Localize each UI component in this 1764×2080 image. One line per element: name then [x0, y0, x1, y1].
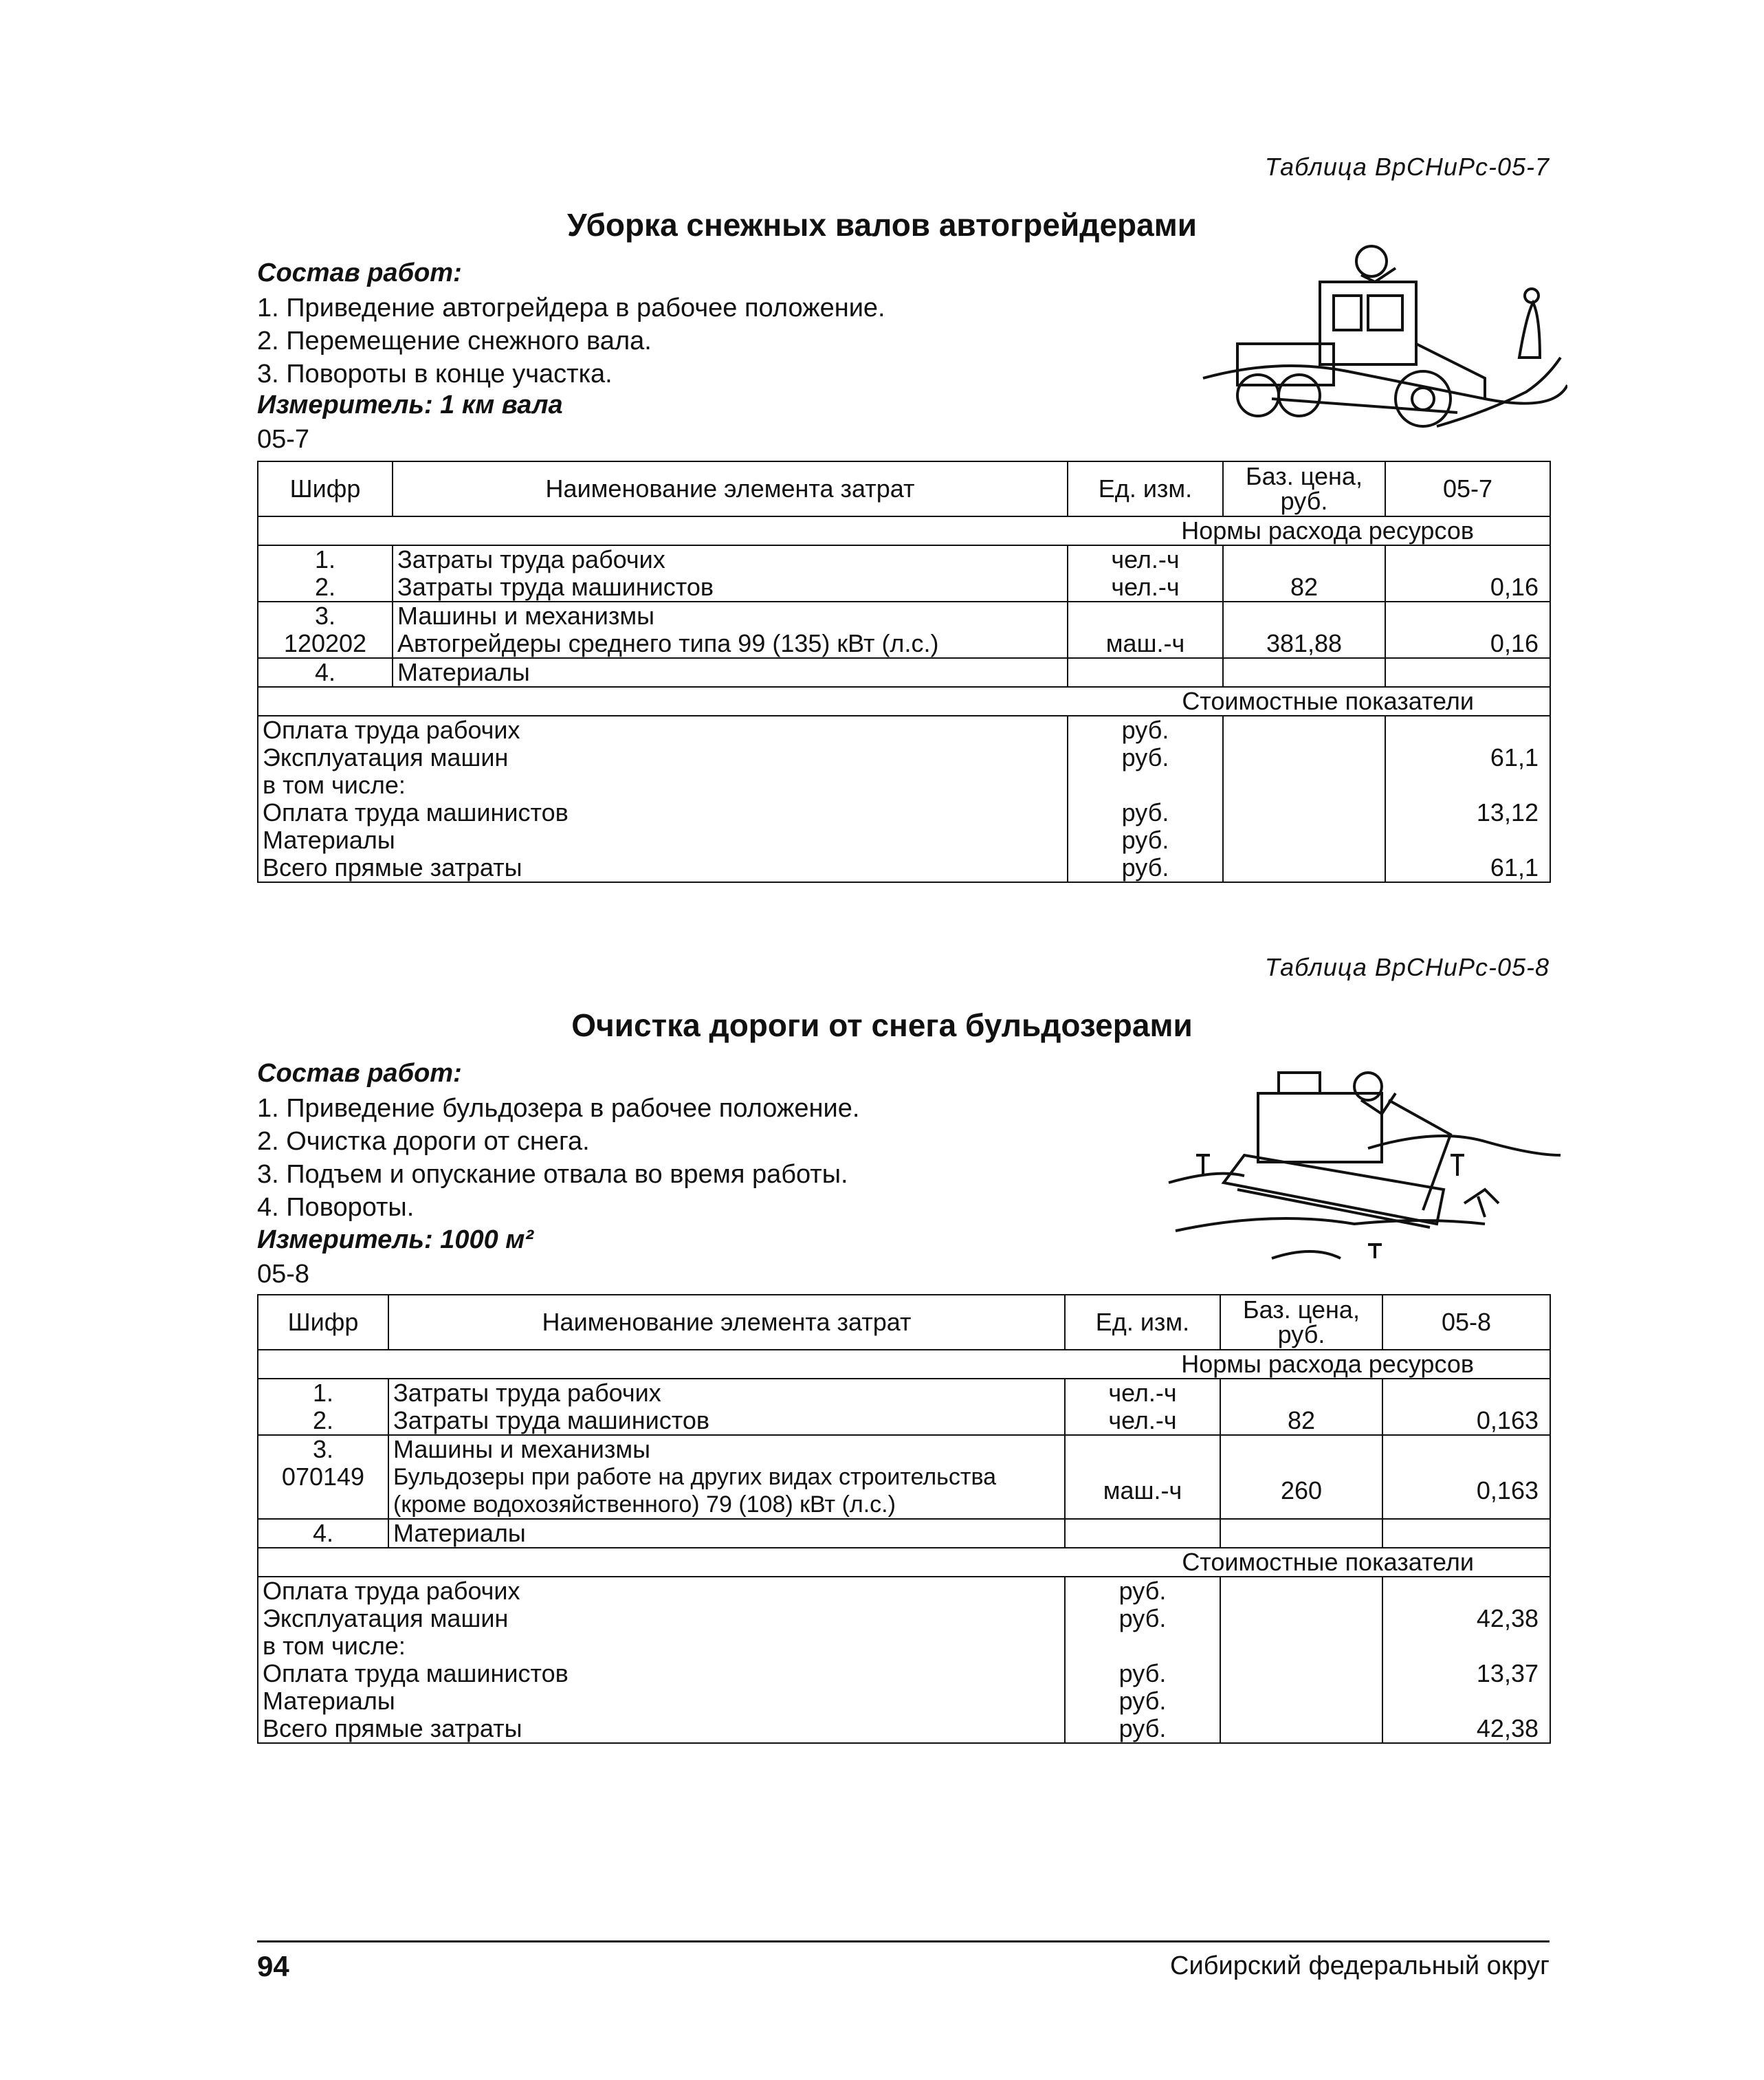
cost-value	[1385, 826, 1550, 854]
table-label: Таблица ВрСНиРс-05-8	[1264, 953, 1550, 981]
norms-table	[257, 461, 1551, 883]
work-item: 2. Очистка дороги от снега.	[257, 1127, 590, 1156]
row-cipher: 3.	[258, 1435, 388, 1463]
cost-row	[258, 1577, 1550, 1605]
row-price: 381,88	[1223, 630, 1385, 658]
cost-row	[258, 744, 1550, 771]
row-unit: чел.-ч	[1065, 1407, 1220, 1435]
row-price: 82	[1220, 1407, 1382, 1435]
table-row	[258, 1379, 1550, 1407]
cost-row	[258, 799, 1550, 826]
cost-value: 42,38	[1382, 1715, 1550, 1743]
cost-row	[258, 826, 1550, 854]
row-unit	[1068, 658, 1223, 687]
table-code: 05-7	[257, 425, 310, 454]
cost-row	[258, 1660, 1550, 1687]
norms-section-row	[258, 516, 1550, 545]
table-row	[258, 1407, 1550, 1435]
cost-name: Оплата труда рабочих	[258, 1577, 1065, 1605]
cost-name: Материалы	[258, 1687, 1065, 1715]
row-cipher: 1.	[258, 1379, 388, 1407]
row-cipher: 3.	[258, 602, 393, 630]
row-price	[1223, 602, 1385, 630]
row-name: Материалы	[393, 658, 1068, 687]
row-value: 0,16	[1385, 573, 1550, 602]
row-unit: чел.-ч	[1068, 573, 1223, 602]
cost-value: 13,12	[1385, 799, 1550, 826]
row-value: 0,16	[1385, 630, 1550, 658]
cost-name: в том числе:	[258, 1632, 1065, 1660]
section-title: Очистка дороги от снега бульдозерами	[571, 1007, 1193, 1043]
cost-value: 61,1	[1385, 854, 1550, 882]
table-code: 05-8	[257, 1260, 310, 1289]
row-cipher: 120202	[258, 630, 393, 658]
motor-grader-illustration	[1196, 241, 1567, 447]
cost-row	[258, 854, 1550, 882]
cost-name: в том числе:	[258, 771, 1068, 799]
header-name: Наименование элемента затрат	[388, 1295, 1065, 1350]
table-header-row	[258, 461, 1550, 516]
header-unit: Ед. изм.	[1065, 1295, 1220, 1350]
cost-name: Всего прямые затраты	[258, 854, 1068, 882]
row-unit	[1065, 1435, 1220, 1463]
cost-unit: руб.	[1065, 1687, 1220, 1715]
header-price: Баз. цена, руб.	[1220, 1295, 1382, 1350]
row-price	[1223, 545, 1385, 573]
measurer: Измеритель: 1 км вала	[257, 391, 563, 419]
cost-name: Оплата труда рабочих	[258, 716, 1068, 744]
cost-unit: руб.	[1068, 744, 1223, 771]
work-item: 1. Приведение автогрейдера в рабочее положение.	[257, 294, 885, 322]
row-price: 82	[1223, 573, 1385, 602]
table-header-row	[258, 1295, 1550, 1350]
cost-value	[1385, 716, 1550, 744]
row-price	[1220, 1519, 1382, 1548]
row-name: Бульдозеры при работе на других видах строительства (кроме водохозяйственного) 79 (108) кВт (л.с.)	[388, 1463, 1065, 1519]
cost-unit	[1068, 771, 1223, 799]
work-list	[257, 292, 885, 391]
row-price	[1223, 658, 1385, 687]
cost-name: Эксплуатация машин	[258, 744, 1068, 771]
cost-unit: руб.	[1065, 1605, 1220, 1632]
table-row	[258, 573, 1550, 602]
cost-section-row	[258, 1548, 1550, 1577]
measurer: Измеритель: 1000 м²	[257, 1225, 534, 1254]
header-code: 05-7	[1385, 461, 1550, 516]
header-code: 05-8	[1382, 1295, 1550, 1350]
table-row	[258, 630, 1550, 658]
row-value	[1382, 1519, 1550, 1548]
cost-value	[1382, 1632, 1550, 1660]
work-composition-heading: Состав работ:	[257, 259, 462, 287]
cost-unit: руб.	[1065, 1660, 1220, 1687]
table-row	[258, 602, 1550, 630]
page-number: 94	[257, 1950, 289, 1982]
cost-name: Материалы	[258, 826, 1068, 854]
cost-value	[1382, 1577, 1550, 1605]
row-unit: маш.-ч	[1065, 1463, 1220, 1519]
row-name: Машины и механизмы	[388, 1435, 1065, 1463]
cost-unit: руб.	[1068, 826, 1223, 854]
row-unit	[1065, 1519, 1220, 1548]
work-item: 4. Повороты.	[257, 1193, 415, 1222]
cost-row	[258, 716, 1550, 744]
row-value	[1385, 602, 1550, 630]
table-label: Таблица ВрСНиРс-05-7	[1264, 153, 1550, 181]
row-value: 0,163	[1382, 1463, 1550, 1519]
section-title: Уборка снежных валов автогрейдерами	[566, 207, 1198, 243]
cost-name: Всего прямые затраты	[258, 1715, 1065, 1743]
cost-label: Стоимостные показатели	[258, 687, 1550, 716]
header-price: Баз. цена, руб.	[1223, 461, 1385, 516]
row-unit	[1068, 602, 1223, 630]
row-price	[1220, 1435, 1382, 1463]
cost-row	[258, 1715, 1550, 1743]
norms-section-row	[258, 1350, 1550, 1379]
cost-name: Эксплуатация машин	[258, 1605, 1065, 1632]
table-row	[258, 1463, 1550, 1519]
table-row	[258, 545, 1550, 573]
cost-label: Стоимостные показатели	[258, 1548, 1550, 1577]
cost-unit: руб.	[1065, 1715, 1220, 1743]
work-item: 3. Повороты в конце участка.	[257, 360, 613, 388]
cost-value	[1385, 771, 1550, 799]
row-name: Затраты труда рабочих	[388, 1379, 1065, 1407]
cost-row	[258, 1687, 1550, 1715]
work-composition-heading: Состав работ:	[257, 1059, 462, 1088]
cost-unit: руб.	[1068, 716, 1223, 744]
row-unit: маш.-ч	[1068, 630, 1223, 658]
row-name: Материалы	[388, 1519, 1065, 1548]
row-cipher: 4.	[258, 658, 393, 687]
row-unit: чел.-ч	[1065, 1379, 1220, 1407]
row-name: Автогрейдеры среднего типа 99 (135) кВт (л.с.)	[393, 630, 1068, 658]
cost-unit	[1065, 1632, 1220, 1660]
footer-rule	[257, 1940, 1550, 1942]
row-price	[1220, 1379, 1382, 1407]
norms-label: Нормы расхода ресурсов	[258, 516, 1550, 545]
work-item: 1. Приведение бульдозера в рабочее положение.	[257, 1094, 860, 1123]
row-value	[1382, 1379, 1550, 1407]
header-unit: Ед. изм.	[1068, 461, 1223, 516]
cost-value	[1382, 1687, 1550, 1715]
row-value: 0,163	[1382, 1407, 1550, 1435]
header-cipher: Шифр	[258, 1295, 388, 1350]
norms-label: Нормы расхода ресурсов	[258, 1350, 1550, 1379]
cost-row	[258, 771, 1550, 799]
norms-table	[257, 1294, 1551, 1744]
cost-name: Оплата труда машинистов	[258, 1660, 1065, 1687]
row-value	[1382, 1435, 1550, 1463]
cost-unit: руб.	[1068, 799, 1223, 826]
cost-section-row	[258, 687, 1550, 716]
work-item: 3. Подъем и опускание отвала во время работы.	[257, 1160, 848, 1189]
header-cipher: Шифр	[258, 461, 393, 516]
table-row	[258, 658, 1550, 687]
cost-row	[258, 1632, 1550, 1660]
work-item: 2. Перемещение снежного вала.	[257, 327, 652, 355]
row-name: Затраты труда рабочих	[393, 545, 1068, 573]
cost-row	[258, 1605, 1550, 1632]
table-row	[258, 1435, 1550, 1463]
row-cipher: 070149	[258, 1463, 388, 1519]
footer-region: Сибирский федеральный округ	[1170, 1951, 1550, 1980]
row-cipher: 2.	[258, 573, 393, 602]
row-cipher: 4.	[258, 1519, 388, 1548]
row-cipher: 1.	[258, 545, 393, 573]
row-unit: чел.-ч	[1068, 545, 1223, 573]
row-price: 260	[1220, 1463, 1382, 1519]
cost-value: 13,37	[1382, 1660, 1550, 1687]
table-row	[258, 1519, 1550, 1548]
row-value	[1385, 545, 1550, 573]
cost-name: Оплата труда машинистов	[258, 799, 1068, 826]
work-list	[257, 1092, 859, 1224]
row-value	[1385, 658, 1550, 687]
header-name: Наименование элемента затрат	[393, 461, 1068, 516]
row-name: Затраты труда машинистов	[393, 573, 1068, 602]
bulldozer-illustration	[1162, 1052, 1561, 1279]
cost-unit: руб.	[1065, 1577, 1220, 1605]
row-name: Затраты труда машинистов	[388, 1407, 1065, 1435]
cost-unit: руб.	[1068, 854, 1223, 882]
row-name: Машины и механизмы	[393, 602, 1068, 630]
cost-value: 61,1	[1385, 744, 1550, 771]
cost-value: 42,38	[1382, 1605, 1550, 1632]
row-cipher: 2.	[258, 1407, 388, 1435]
